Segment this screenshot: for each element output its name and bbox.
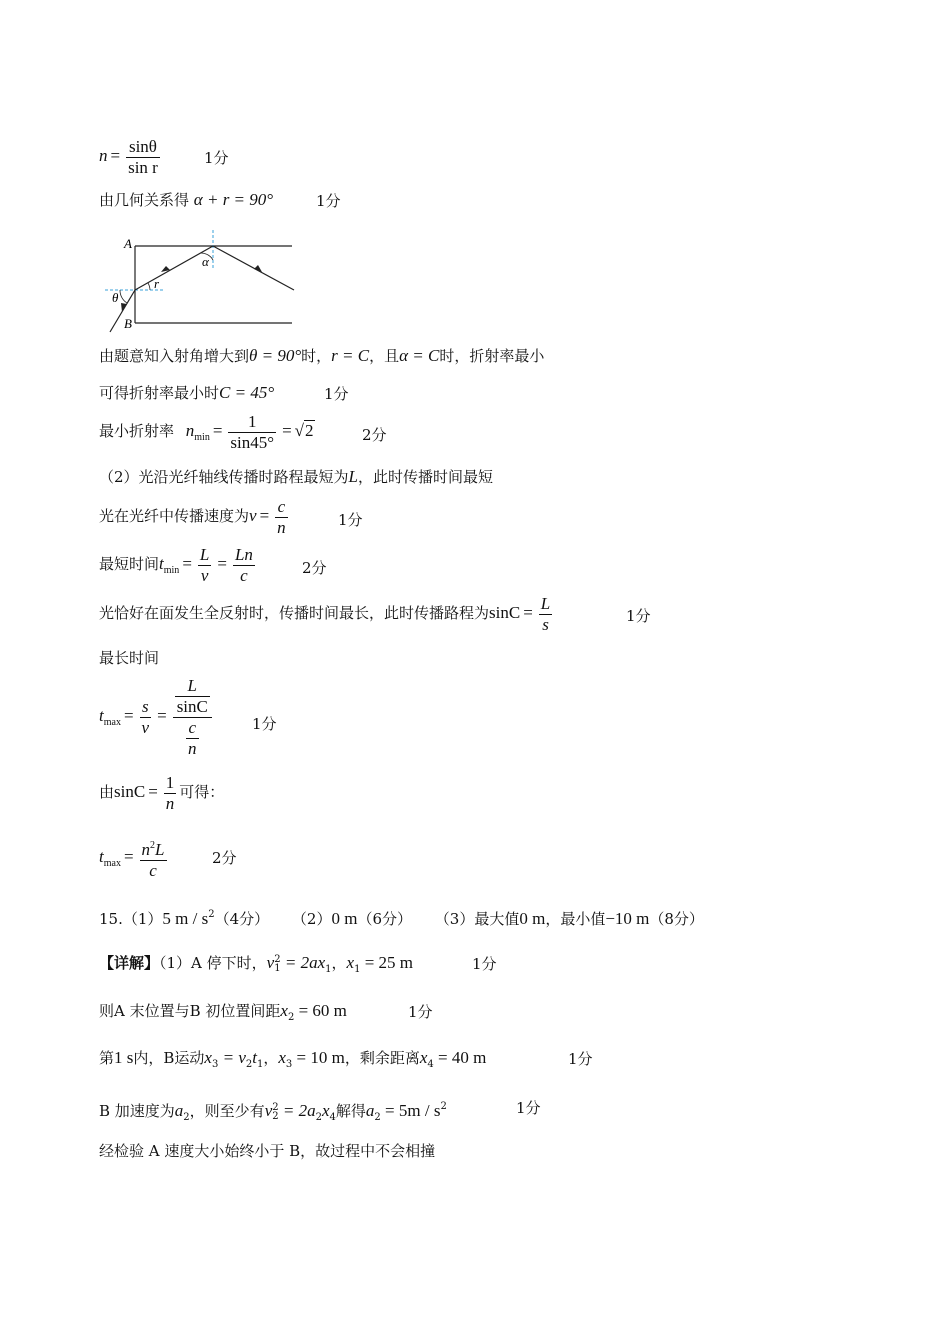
line-formula: α + r = 90° <box>193 190 274 209</box>
score-label: 2分 <box>362 426 387 444</box>
arrow-incident <box>121 303 127 312</box>
formula-sub: max <box>103 716 121 728</box>
line-formula: v <box>266 953 275 972</box>
formula-nmin <box>99 412 315 453</box>
line-text: 光在光纤中传播速度为 <box>99 506 250 525</box>
fraction <box>233 545 255 586</box>
fraction <box>126 137 160 178</box>
fraction-den: v <box>200 566 209 585</box>
line-text: 第 <box>99 1049 115 1067</box>
sub: 2 <box>272 1111 279 1122</box>
line-text: 可得折射率最小时 <box>99 384 220 402</box>
score-label: 1分 <box>204 149 229 167</box>
line-text: B 加速度为 <box>99 1102 175 1120</box>
q-formula: 0 m <box>519 909 546 928</box>
line-formula: x <box>204 1048 212 1067</box>
fraction-den: n <box>165 794 175 813</box>
line-formula: x <box>321 1101 330 1120</box>
fraction <box>186 718 199 759</box>
line-critical-angle <box>99 383 274 403</box>
formula-lhs: n <box>99 145 108 165</box>
formula-eq: = <box>523 602 533 622</box>
fraction-num: c <box>275 497 288 518</box>
sub: 2 <box>374 1112 381 1123</box>
formula-sub: max <box>103 857 121 869</box>
sqrt-expr <box>295 421 315 441</box>
formula-refraction-index <box>99 137 163 178</box>
question-15-summary <box>99 905 704 929</box>
fraction-num: 1 <box>165 773 175 792</box>
fraction-num: Ln <box>234 545 253 564</box>
r-arc <box>148 283 150 290</box>
line-formula: = 25 m <box>360 953 413 972</box>
score-label: 2分 <box>302 559 327 577</box>
q-points: （6分） <box>357 910 412 928</box>
line-formula: = 5m / s <box>380 1101 441 1120</box>
sqrt-sign: √ <box>294 420 304 440</box>
line-tmax-label: 最长时间 <box>99 649 160 667</box>
line-text: 内，B运动 <box>133 1049 205 1067</box>
formula-eq: = <box>182 553 192 573</box>
fraction <box>275 497 288 538</box>
label-theta: θ <box>112 290 119 305</box>
fraction-den: sinC <box>176 697 208 716</box>
formula-tmin <box>99 545 258 586</box>
line-condition <box>99 346 544 366</box>
formula-tmax-1 <box>99 676 215 759</box>
formula-n: n <box>185 420 195 440</box>
formula-eq: = <box>123 705 134 725</box>
fraction <box>175 676 210 717</box>
line-text: ， <box>331 954 347 972</box>
sub: 3 <box>211 1059 219 1070</box>
line-formula: t <box>252 1048 257 1067</box>
num-rest: L <box>155 840 165 859</box>
line-formula: 1 s <box>114 1048 134 1067</box>
fraction-num: L <box>199 545 210 564</box>
num-base: n <box>141 840 151 859</box>
q-title: 15.（1） <box>99 910 163 928</box>
formula-lhs: v <box>249 505 257 525</box>
line-text: ，此时传播时间最短 <box>358 468 494 486</box>
compound-fraction <box>173 676 212 759</box>
detail-line-4 <box>99 1097 447 1128</box>
fraction-den: n <box>188 739 197 758</box>
sup: 2 <box>272 1102 279 1113</box>
q-points: （8分） <box>649 910 704 928</box>
q-formula: 0 m <box>331 909 358 928</box>
line-text: 由题意知入射角增大到 <box>99 347 250 365</box>
formula-eq: = <box>217 553 227 573</box>
fraction-den: c <box>149 861 157 880</box>
optical-fiber-diagram <box>100 228 300 336</box>
fraction-den: s <box>542 615 549 634</box>
line-formula: = 60 m <box>294 1001 347 1020</box>
score-label: 2分 <box>212 849 237 867</box>
formula-t: t <box>99 846 104 866</box>
line-formula: x <box>280 1001 288 1020</box>
reflected-ray <box>213 246 294 290</box>
line-formula: r = C <box>331 346 370 365</box>
fraction <box>164 773 177 814</box>
fraction <box>198 545 211 586</box>
line-formula: L <box>348 467 359 486</box>
detail-tag: 【详解】 <box>99 954 160 972</box>
fraction-den: v <box>141 718 150 737</box>
line-text: 最短时间 <box>99 554 160 573</box>
sub: 2 <box>287 1012 295 1023</box>
detail-line-1 <box>99 953 413 980</box>
label-alpha: α <box>202 254 209 269</box>
line-formula: = 2a <box>278 1101 316 1120</box>
formula-eq: = <box>212 420 223 440</box>
score-label: 1分 <box>316 192 341 210</box>
formula-sub: min <box>194 431 210 443</box>
formula-t: t <box>159 553 164 573</box>
formula-eq: = <box>157 705 167 725</box>
formula-eq: = <box>148 781 158 801</box>
line-text: 时，折射率最小 <box>439 347 545 365</box>
formula-speed <box>99 497 291 538</box>
sub: 2 <box>183 1112 190 1123</box>
formula-lhs: sinC <box>114 781 146 801</box>
compound-den <box>173 718 212 759</box>
fraction-den: c <box>240 566 248 585</box>
sub: 1 <box>354 964 361 975</box>
formula-sub: min <box>163 564 180 576</box>
line-part2 <box>99 467 493 487</box>
detail-line-2 <box>99 1001 347 1028</box>
line-text: ， <box>263 1049 279 1067</box>
detail-line-5: 经检验 A 速度大小始终小于 B，故过程中不会相撞 <box>99 1142 436 1160</box>
score-label: 1分 <box>516 1099 541 1117</box>
score-label: 1分 <box>252 715 277 733</box>
line-formula: a <box>365 1101 375 1120</box>
q-text: ，最小值 <box>545 910 606 928</box>
fraction-num: c <box>186 718 199 739</box>
q-formula: 5 m / s <box>162 909 209 928</box>
line-formula: θ = 90° <box>249 346 302 365</box>
line-text: 光恰好在面发生全反射时，传播时间最长，此时传播路程为 <box>99 603 490 622</box>
formula-total-reflection <box>99 594 555 635</box>
q-sup: 2 <box>208 909 215 920</box>
line-formula: x <box>419 1048 428 1067</box>
sub: 2 <box>245 1059 253 1070</box>
fraction-num: sinθ <box>126 137 160 158</box>
line-text: 时， <box>301 347 332 365</box>
fraction-num <box>140 836 167 861</box>
formula-sinc <box>99 773 224 814</box>
q-text: （2） <box>291 910 332 928</box>
formula-tmax-2 <box>99 836 170 881</box>
sqrt-radicand: 2 <box>305 420 314 440</box>
line-formula: x <box>346 953 355 972</box>
fraction-den: sin r <box>128 158 158 177</box>
line-text: 则A 末位置与B 初位置间距 <box>99 1002 281 1020</box>
score-label: 1分 <box>568 1050 593 1068</box>
line-formula: = 40 m <box>433 1048 487 1067</box>
fraction-num: 1 <box>228 412 276 433</box>
q-points: （4分） <box>214 910 270 928</box>
line-formula: = v <box>218 1048 246 1067</box>
sub: 4 <box>427 1059 434 1070</box>
sub: 4 <box>329 1112 336 1123</box>
line-text: ，则至少有 <box>189 1102 265 1120</box>
line-formula: C = 45° <box>219 383 275 402</box>
score-label: 1分 <box>324 385 349 403</box>
formula-eq: = <box>110 145 121 165</box>
line-text: （2）光沿光纤轴线传播时路程最短为 <box>99 468 349 486</box>
sub: 2 <box>315 1112 322 1123</box>
fraction <box>539 594 552 635</box>
sub: 1 <box>325 964 332 975</box>
sup: 2 <box>274 954 281 965</box>
fraction <box>140 836 167 881</box>
detail-line-3 <box>99 1048 486 1075</box>
line-formula: = 2ax <box>280 953 326 972</box>
line-text: 最小折射率 <box>99 421 175 440</box>
sub: 3 <box>285 1059 293 1070</box>
line-text: 解得 <box>335 1102 366 1120</box>
line-formula: a <box>174 1101 184 1120</box>
formula-t: t <box>99 705 104 725</box>
line-geometry <box>99 190 273 210</box>
formula-eq: = <box>259 505 270 525</box>
fraction-num: L <box>540 594 551 613</box>
fraction <box>140 697 152 738</box>
line-formula: α = C <box>399 346 440 365</box>
sup: 2 <box>440 1101 447 1112</box>
fraction-num: L <box>175 676 210 697</box>
q-text: （3）最大值 <box>434 910 520 928</box>
compound-num <box>173 676 212 718</box>
line-text: 由 <box>99 782 115 801</box>
label-a: A <box>124 236 132 251</box>
num-sup: 2 <box>150 840 156 851</box>
sub: 1 <box>256 1059 264 1070</box>
line-formula: v <box>264 1101 273 1120</box>
fraction-num: s <box>140 697 152 718</box>
formula-eq: = <box>282 420 292 440</box>
score-label: 1分 <box>408 1003 433 1021</box>
line-text: ，且 <box>369 347 400 365</box>
theta-arc <box>120 290 127 303</box>
line-text: ，剩余距离 <box>344 1049 420 1067</box>
line-formula: x <box>278 1048 286 1067</box>
line-text: （1）A 停下时， <box>159 954 267 972</box>
line-text: 可得： <box>179 782 225 801</box>
fraction-den: sin45° <box>230 433 275 452</box>
fraction-den: n <box>277 518 286 537</box>
score-label: 1分 <box>626 607 651 625</box>
formula-lhs: sinC <box>489 602 521 622</box>
q-formula: −10 m <box>605 909 650 928</box>
formula-eq: = <box>123 846 134 866</box>
fraction <box>228 412 276 453</box>
score-label: 1分 <box>338 511 363 529</box>
label-r: r <box>154 276 160 291</box>
sub: 1 <box>274 963 281 974</box>
line-formula: = 10 m <box>292 1048 345 1067</box>
line-text: 由几何关系得 <box>99 191 190 209</box>
score-label: 1分 <box>472 955 497 973</box>
label-b: B <box>124 316 132 331</box>
